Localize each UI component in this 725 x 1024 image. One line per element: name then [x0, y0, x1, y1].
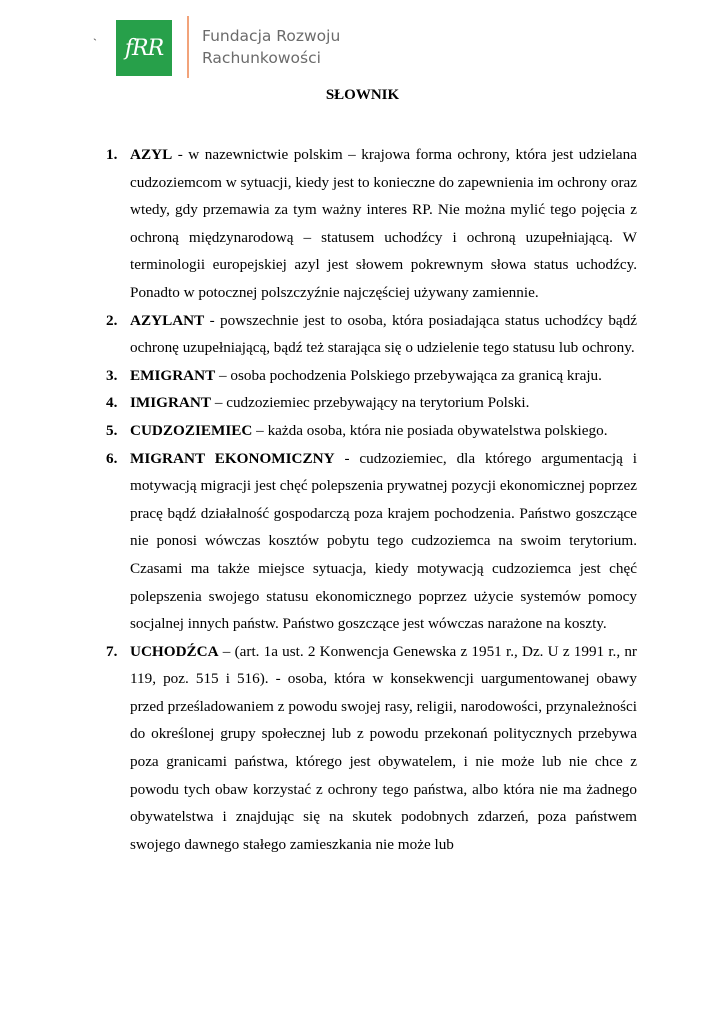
- page-title: SŁOWNIK: [325, 87, 400, 103]
- glossary-entry: [106, 389, 637, 417]
- entry-term: AZYL: [130, 146, 173, 163]
- organization-name: [202, 25, 340, 69]
- glossary-entry: [106, 362, 637, 390]
- entry-definition: – osoba pochodzenia Polskiego przebywająca za granicą kraju.: [215, 366, 602, 384]
- glossary-entry: [106, 141, 637, 307]
- entry-term: CUDZOZIEMIEC: [130, 421, 253, 439]
- logo-monogram: fRR: [124, 35, 164, 61]
- glossary-entry: [106, 445, 637, 638]
- organization-name-line1: Fundacja Rozwoju: [202, 27, 341, 45]
- entry-term: MIGRANT EKONOMICZNY: [130, 449, 335, 467]
- entry-number: 6.: [106, 449, 118, 467]
- entry-number: 2.: [106, 311, 118, 329]
- entry-number: 4.: [106, 394, 118, 412]
- foundation-logo: [116, 20, 172, 76]
- entry-term: UCHODŹCA: [130, 642, 219, 660]
- organization-name-line2: Rachunkowości: [202, 49, 321, 67]
- glossary-entry: [106, 307, 637, 362]
- glossary-list: [106, 141, 637, 858]
- glossary-entry: [106, 417, 637, 445]
- entry-definition: - w nazewnictwie polskim – krajowa forma ochrony, która jest udzielana cudzoziemcom w sytuacji, kiedy jest to konieczne do zapewnienia im ochrony oraz wtedy, gdy przemawia za tym ważny interes RP. Nie można mylić tego pojęcia z ochroną międzynarodową – statusem uchodźcy i ochroną uzupełniającą. W terminologii europejskiej azyl jest słowem pokrewnym słowa status uchodźcy. Ponadto w potocznej polszczyźnie najczęściej używany zamiennie.: [130, 146, 637, 301]
- stray-mark: `: [93, 36, 97, 50]
- entry-number: 3.: [106, 366, 118, 384]
- entry-term: EMIGRANT: [130, 366, 216, 384]
- entry-term: AZYLANT: [130, 311, 205, 329]
- entry-definition: – cudzoziemiec przebywający na terytorium Polski.: [211, 394, 530, 412]
- entry-definition: – każda osoba, która nie posiada obywatelstwa polskiego.: [252, 421, 608, 439]
- entry-definition: - cudzoziemiec, dla którego argumentacją i motywacją migracji jest chęć polepszenia prywatnej pozycji ekonomicznej poprzez pracę bądź działalność gospodarczą poza krajem pochodzenia. Państwo goszczące nie ponosi wówczas kosztów pobytu tego cudzoziemca na swoim terytorium. Czasami ma także miejsce sytuacja, kiedy motywacją cudzoziemca jest chęć polepszenia swojego statusu ekonomicznego poprzez użycie systemów pomocy socjalnej innych państw. Państwo goszczące jest wówczas narażone na koszty.: [130, 449, 637, 633]
- entry-term: IMIGRANT: [130, 394, 212, 412]
- entry-definition: – (art. 1a ust. 2 Konwencja Genewska z 1951 r., Dz. U z 1991 r., nr 119, poz. 515 i 516). - osoba, która w konsekwencji uargumentowanej obawy przed prześladowaniem z powodu swojej rasy, religii, narodowości, przynależności do określonej grupy społecznej lub z powodu przekonań politycznych przebywa poza granicami państwa, którego jest obywatelem, i nie może lub nie chce z powodu tych obaw korzystać z ochrony tego państwa, albo która nie ma żadnego obywatelstwa i znajdując się na skutek podobnych zdarzeń, poza państwem swojego dawnego stałego zamieszkania nie może lub: [130, 642, 637, 853]
- entry-number: 1.: [106, 146, 118, 163]
- entry-definition: - powszechnie jest to osoba, która posiadająca status uchodźcy bądź ochronę uzupełniającą, bądź też starająca się o udzielenie tego statusu lub ochrony.: [130, 311, 637, 357]
- entry-number: 7.: [106, 642, 118, 660]
- glossary-entry: [106, 638, 637, 859]
- logo-separator: [187, 16, 189, 78]
- entry-number: 5.: [106, 421, 118, 439]
